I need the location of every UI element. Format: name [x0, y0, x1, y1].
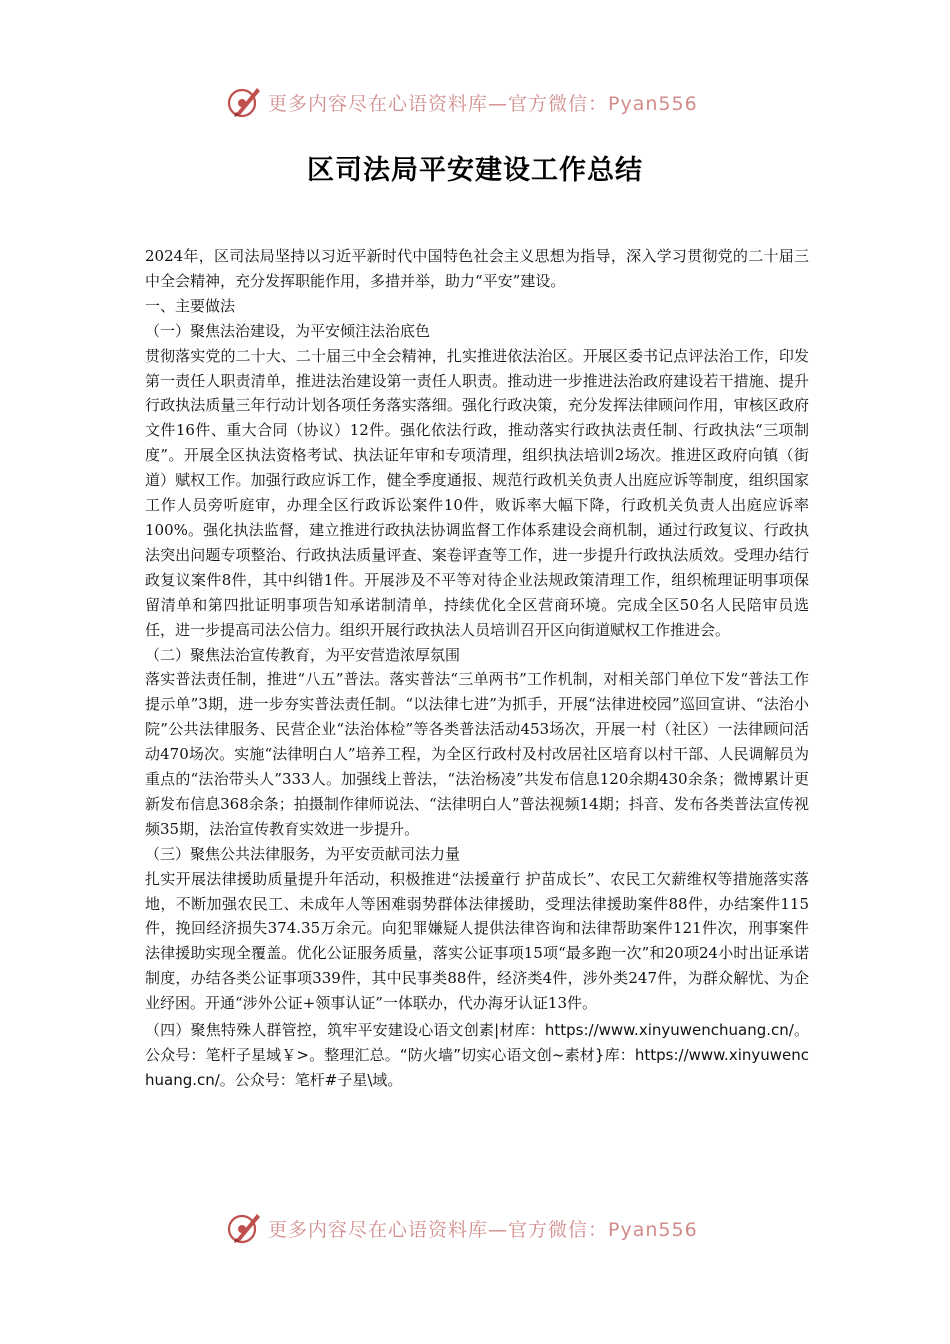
- document-body: [145, 244, 809, 1093]
- watermark-text: 更多内容尽在心语资料库—官方微信：Pyan556: [268, 1218, 698, 1241]
- subsection-heading: （三）聚焦公共法律服务，为平安贡献司法力量: [145, 844, 461, 863]
- watermarked-paragraph: （四）聚焦特殊人群管控，筑牢平安建设心语文创素|材库：https://www.xinyuwenchuang.cn/。公众号：笔杆子星域￥>。整理汇总。“防火墙”切实心语文创~素材}库：https://www.xinyuwenchuang.cn/。公众号：笔杆#子星\域。: [145, 1021, 809, 1090]
- intro-paragraph: 2024年，区司法局坚持以习近平新时代中国特色社会主义思想为指导，深入学习贯彻党的二十届三中全会精神，充分发挥职能作用，多措并举，助力“平安”建设。: [145, 247, 809, 290]
- watermark-banner-bottom: [226, 1208, 746, 1248]
- watermark-banner-top: [226, 82, 746, 122]
- body-paragraph: 落实普法责任制，推进“八五”普法。落实普法“三单两书”工作机制，对相关部门单位下发“普法工作提示单”3期，进一步夯实普法责任制。“以法律七进”为抓手，开展“法律进校园”巡回宣讲、“法治小院”公共法律服务、民营企业“法治体检”等各类普法活动453场次，开展一村（社区）一法律顾问活动470场次。实施“法律明白人”培养工程，为全区行政村及村改居社区培育以村干部、人民调解员为重点的“法治带头人”333人。加强线上普法，“法治杨凌”共发布信息120余期430余条；微博累计更新发布信息368余条；拍摄制作律师说法、“法律明白人”普法视频14期；抖音、发布各类普法宣传视频35期，法治宣传教育实效进一步提升。: [145, 670, 809, 838]
- pen-logo-icon: [226, 1210, 262, 1246]
- body-paragraph: 扎实开展法律援助质量提升年活动，积极推进“法援童行 护苗成长”、农民工欠薪维权等措施落实落地，不断加强农民工、未成年人等困难弱势群体法律援助，受理法律援助案件88件，办结案件115件，挽回经济损失374.35万余元。向犯罪嫌疑人提供法律咨询和法律帮助案件121件次，刑事案件法律援助实现全覆盖。优化公证服务质量，落实公证事项15项“最多跑一次”和20项24小时出证承诺制度，办结各类公证事项339件，其中民事类88件，经济类4件，涉外类247件，为群众解忧、为企业纾困。开通“涉外公证+领事认证”一体联办，代办海牙认证13件。: [145, 869, 809, 1013]
- subsection-heading: （一）聚焦法治建设，为平安倾注法治底色: [145, 321, 431, 340]
- body-paragraph: 贯彻落实党的二十大、二十届三中全会精神，扎实推进依法治区。开展区委书记点评法治工作，印发第一责任人职责清单，推进法治建设第一责任人职责。推动进一步推进法治政府建设若干措施、提升行政执法质量三年行动计划各项任务落实落细。强化行政决策，充分发挥法律顾问作用，审核区政府文件16件、重大合同（协议）12件。强化依法行政，推动落实行政执法责任制、行政执法“三项制度”。开展全区执法资格考试、执法证年审和专项清理，组织执法培训2场次。推进区政府向镇（街道）赋权工作。加强行政应诉工作，健全季度通报、规范行政机关负责人出庭应诉等制度，组织国家工作人员旁听庭审，办理全区行政诉讼案件10件，败诉率大幅下降，行政机关负责人出庭应诉率100%。强化执法监督，建立推进行政执法协调监督工作体系建设会商机制，通过行政复议、行政执法突出问题专项整治、行政执法质量评查、案卷评查等工作，进一步提升行政执法质效。受理办结行政复议案件8件，其中纠错1件。开展涉及不平等对待企业法规政策清理工作，组织梳理证明事项保留清单和第四批证明事项告知承诺制清单，持续优化全区营商环境。完成全区50名人民陪审员选任，进一步提高司法公信力。组织开展行政执法人员培训召开区向街道赋权工作推进会。: [145, 346, 809, 639]
- subsection-heading: （二）聚焦法治宣传教育，为平安营造浓厚氛围: [145, 645, 461, 664]
- page-title: 区司法局平安建设工作总结: [307, 155, 643, 186]
- watermark-text: 更多内容尽在心语资料库—官方微信：Pyan556: [268, 92, 698, 115]
- section-heading: 一、主要做法: [145, 296, 236, 315]
- pen-logo-icon: [226, 84, 262, 120]
